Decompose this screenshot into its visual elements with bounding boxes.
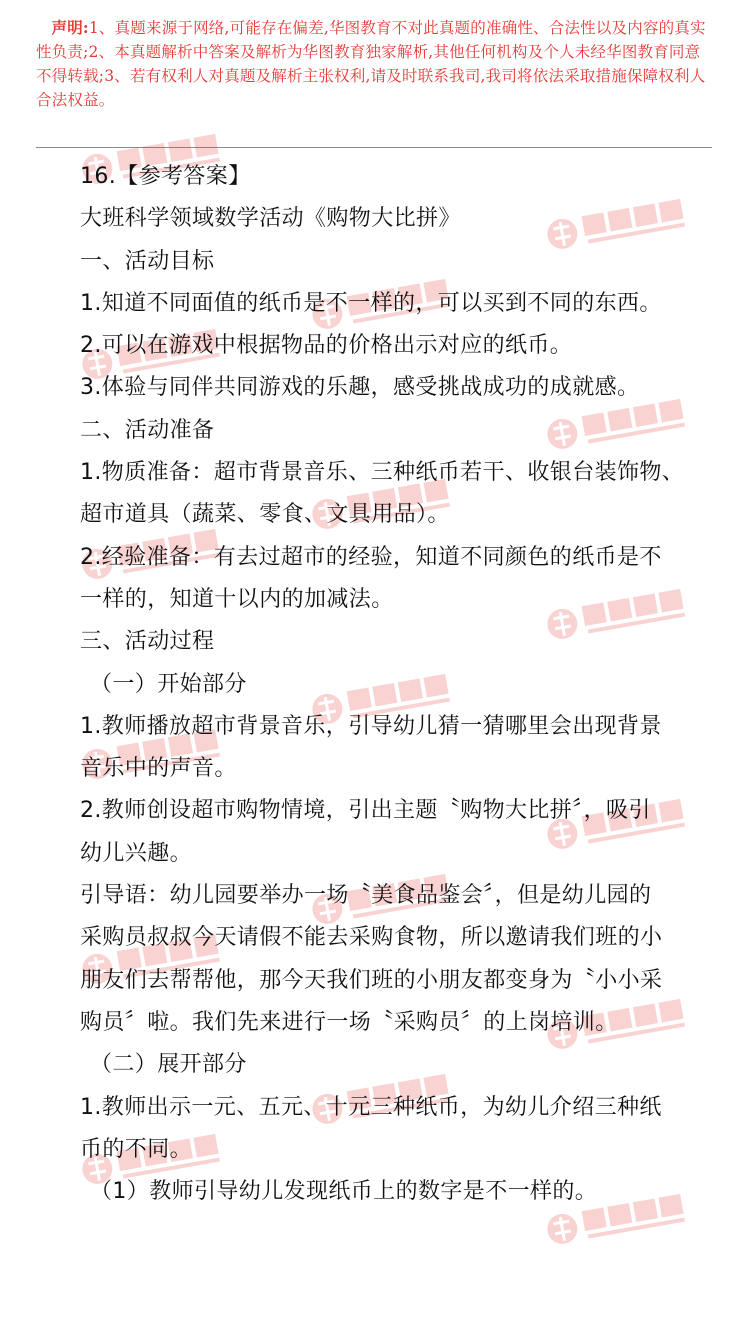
- disclaimer: [36, 16, 712, 112]
- goal-item: 3.体验与同伴共同游戏的乐趣，感受挑战成功的成就感。: [80, 375, 640, 401]
- subsection-heading-expand: （二）展开部分: [90, 1052, 247, 1078]
- answer-content: [80, 156, 720, 1213]
- paragraph-line: 音乐中的声音。: [80, 756, 237, 782]
- disclaimer-text: 1、真题来源于网络,可能存在偏差,华图教育不对此真题的准确性、合法性以及内容的真实性负责;2、本真题解析中答案及解析为华图教育独家解析,其他任何机构及个人未经华图教育同意不得转载;3、若有权利人对真题及解析主张权利,请及时联系我司,我司将依法采取措施保障权利人合法权益。: [36, 19, 706, 109]
- paragraph-line: 1.教师出示一元、五元、十元三种纸币，为幼儿介绍三种纸: [80, 1094, 662, 1120]
- paragraph-line: 引导语：幼儿园要举办一场〝美食品鉴会〞，但是幼儿园的: [80, 883, 652, 909]
- paragraph-line: 1.教师播放超市背景音乐，引导幼儿猜一猜哪里会出现背景: [80, 713, 662, 739]
- paragraph-line: 超市道具（蔬菜、零食、文具用品）。: [80, 502, 450, 528]
- goal-item: 2.可以在游戏中根据物品的价格出示对应的纸币。: [80, 333, 573, 359]
- subsection-heading-start: （一）开始部分: [90, 671, 247, 697]
- disclaimer-lead: 声明:: [51, 18, 89, 37]
- paragraph-line: 采购员叔叔今天请假不能去采购食物，所以邀请我们班的小: [80, 925, 663, 951]
- paragraph-line: 2.教师创设超市购物情境，引出主题〝购物大比拼〞，吸引: [80, 798, 651, 824]
- paragraph-line: 一样的，知道十以内的加减法。: [80, 586, 394, 612]
- answer-heading: 16.【参考答案】: [80, 164, 251, 189]
- goal-item: 1.知道不同面值的纸币是不一样的，可以买到不同的东西。: [80, 290, 662, 316]
- section-heading-preparation: 二、活动准备: [80, 417, 215, 443]
- paragraph-line: （1）教师引导幼儿发现纸币上的数字是不一样的。: [90, 1179, 598, 1205]
- paragraph-line: 购员〞啦。我们先来进行一场〝采购员〞的上岗培训。: [80, 1009, 618, 1035]
- paragraph-line: 朋友们去帮帮他，那今天我们班的小朋友都变身为〝小小采: [80, 967, 663, 993]
- section-heading-goals: 一、活动目标: [80, 248, 215, 274]
- paragraph-line: 2.经验准备：有去过超市的经验，知道不同颜色的纸币是不: [80, 544, 662, 570]
- paragraph-line: 币的不同。: [80, 1136, 193, 1162]
- paragraph-line: 幼儿兴趣。: [80, 840, 193, 866]
- paragraph-line: 1.物质准备：超市背景音乐、三种纸币若干、收银台装饰物、: [80, 460, 685, 486]
- header-divider: [36, 147, 712, 148]
- section-heading-process: 三、活动过程: [80, 629, 215, 655]
- activity-title: 大班科学领域数学活动《购物大比拼》: [80, 206, 461, 232]
